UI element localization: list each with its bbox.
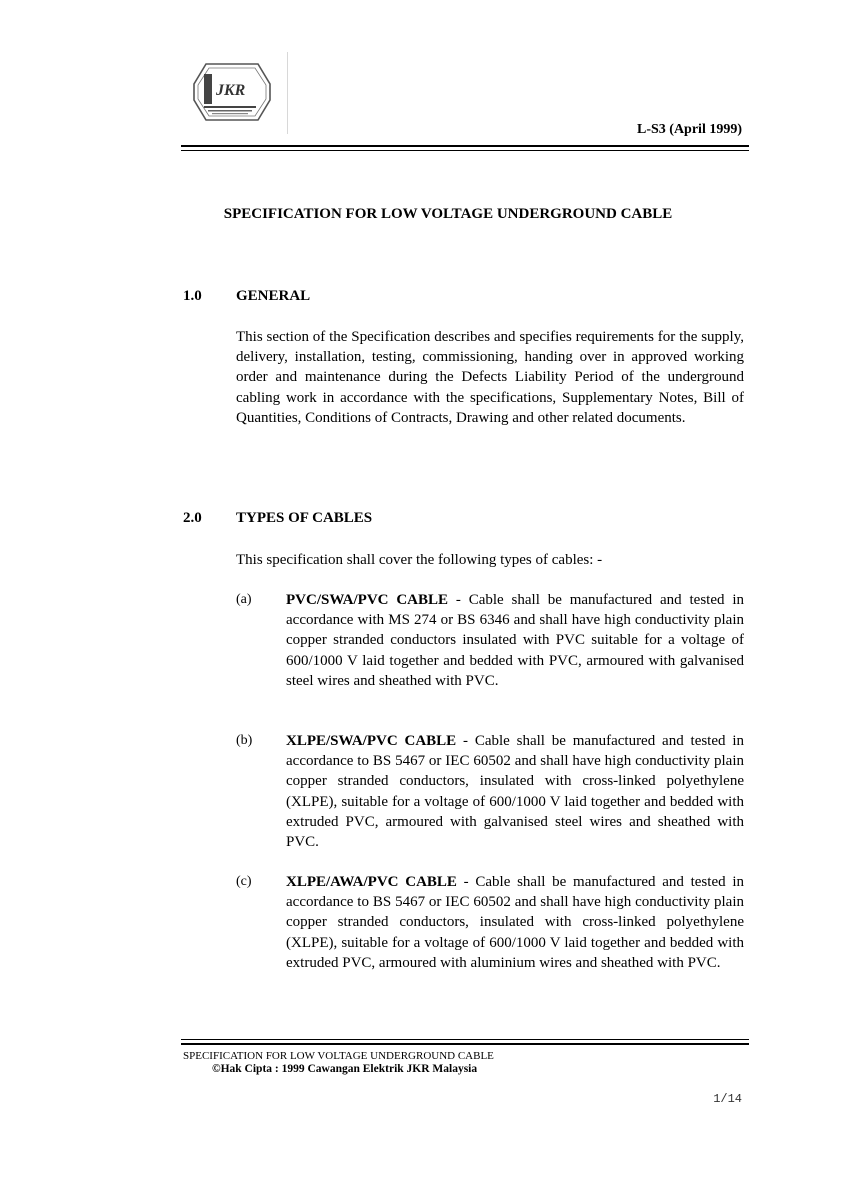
footer-copyright: ©Hak Cipta : 1999 Cawangan Elektrik JKR Malaysia: [212, 1063, 478, 1075]
header-divider: [287, 52, 288, 134]
section-title: GENERAL: [236, 288, 311, 304]
logo-text: JKR: [216, 82, 246, 99]
page-number: 1/14: [713, 1092, 742, 1106]
list-item: [286, 872, 744, 973]
list-item: [286, 731, 744, 852]
footer-title: SPECIFICATION FOR LOW VOLTAGE UNDERGROUND CABLE: [183, 1050, 494, 1062]
cable-type-description: - Cable shall be manufactured and tested in accordance with MS 274 or BS 6346 and shall have high conductivity plain copper stranded conductors insulated with PVC suitable for a voltage of 600/1000 V laid together and bedded with PVC, armoured with galvanised steel wires and sheathed with PVC.: [286, 592, 744, 689]
cable-type-heading: PVC/SWA/PVC CABLE: [286, 592, 449, 608]
footer-rule-thin: [181, 1039, 749, 1040]
document-title: SPECIFICATION FOR LOW VOLTAGE UNDERGROUND CABLE: [223, 206, 673, 222]
list-item: [286, 590, 744, 691]
section-body: This section of the Specification describes and specifies requirements for the supply, delivery, installation, testing, commissioning, handing over in approved working order and maintenance during the Defects Liability Period of the underground cabling work in accordance with the specifications, Supplementary Notes, Bill of Quantities, Conditions of Contracts, Drawing and other related documents.: [236, 329, 744, 426]
section-body: This specification shall cover the following types of cables: -: [236, 552, 603, 568]
jkr-logo: [192, 62, 272, 122]
list-item-label: (a): [236, 592, 252, 607]
list-item-label: (c): [236, 874, 252, 889]
section-title: TYPES OF CABLES: [236, 510, 373, 526]
cable-type-description: - Cable shall be manufactured and tested in accordance to BS 5467 or IEC 60502 and shall have high conductivity plain copper stranded conductors, insulated with cross-linked polyethylene (XLPE), suitable for a voltage of 600/1000 V laid together and bedded with extruded PVC, armoured with galvanised steel wires and sheathed with PVC.: [286, 733, 744, 851]
section-number: 2.0: [183, 510, 202, 526]
cable-type-description: - Cable shall be manufactured and tested in accordance to BS 5467 or IEC 60502 and shall have high conductivity plain copper stranded conductors, insulated with cross-linked polyethylene (XLPE), suitable for a voltage of 600/1000 V laid together and bedded with extruded PVC, armoured with aluminium wires and sheathed with PVC.: [286, 874, 744, 971]
cable-type-heading: XLPE/AWA/PVC CABLE: [286, 874, 457, 890]
footer-rule: [181, 1043, 749, 1045]
section-number: 1.0: [183, 288, 202, 304]
cable-type-heading: XLPE/SWA/PVC CABLE: [286, 733, 457, 749]
list-item-label: (b): [236, 733, 253, 748]
header-rule-thin: [181, 150, 749, 151]
document-code: L-S3 (April 1999): [637, 122, 742, 137]
header-rule: [181, 145, 749, 147]
